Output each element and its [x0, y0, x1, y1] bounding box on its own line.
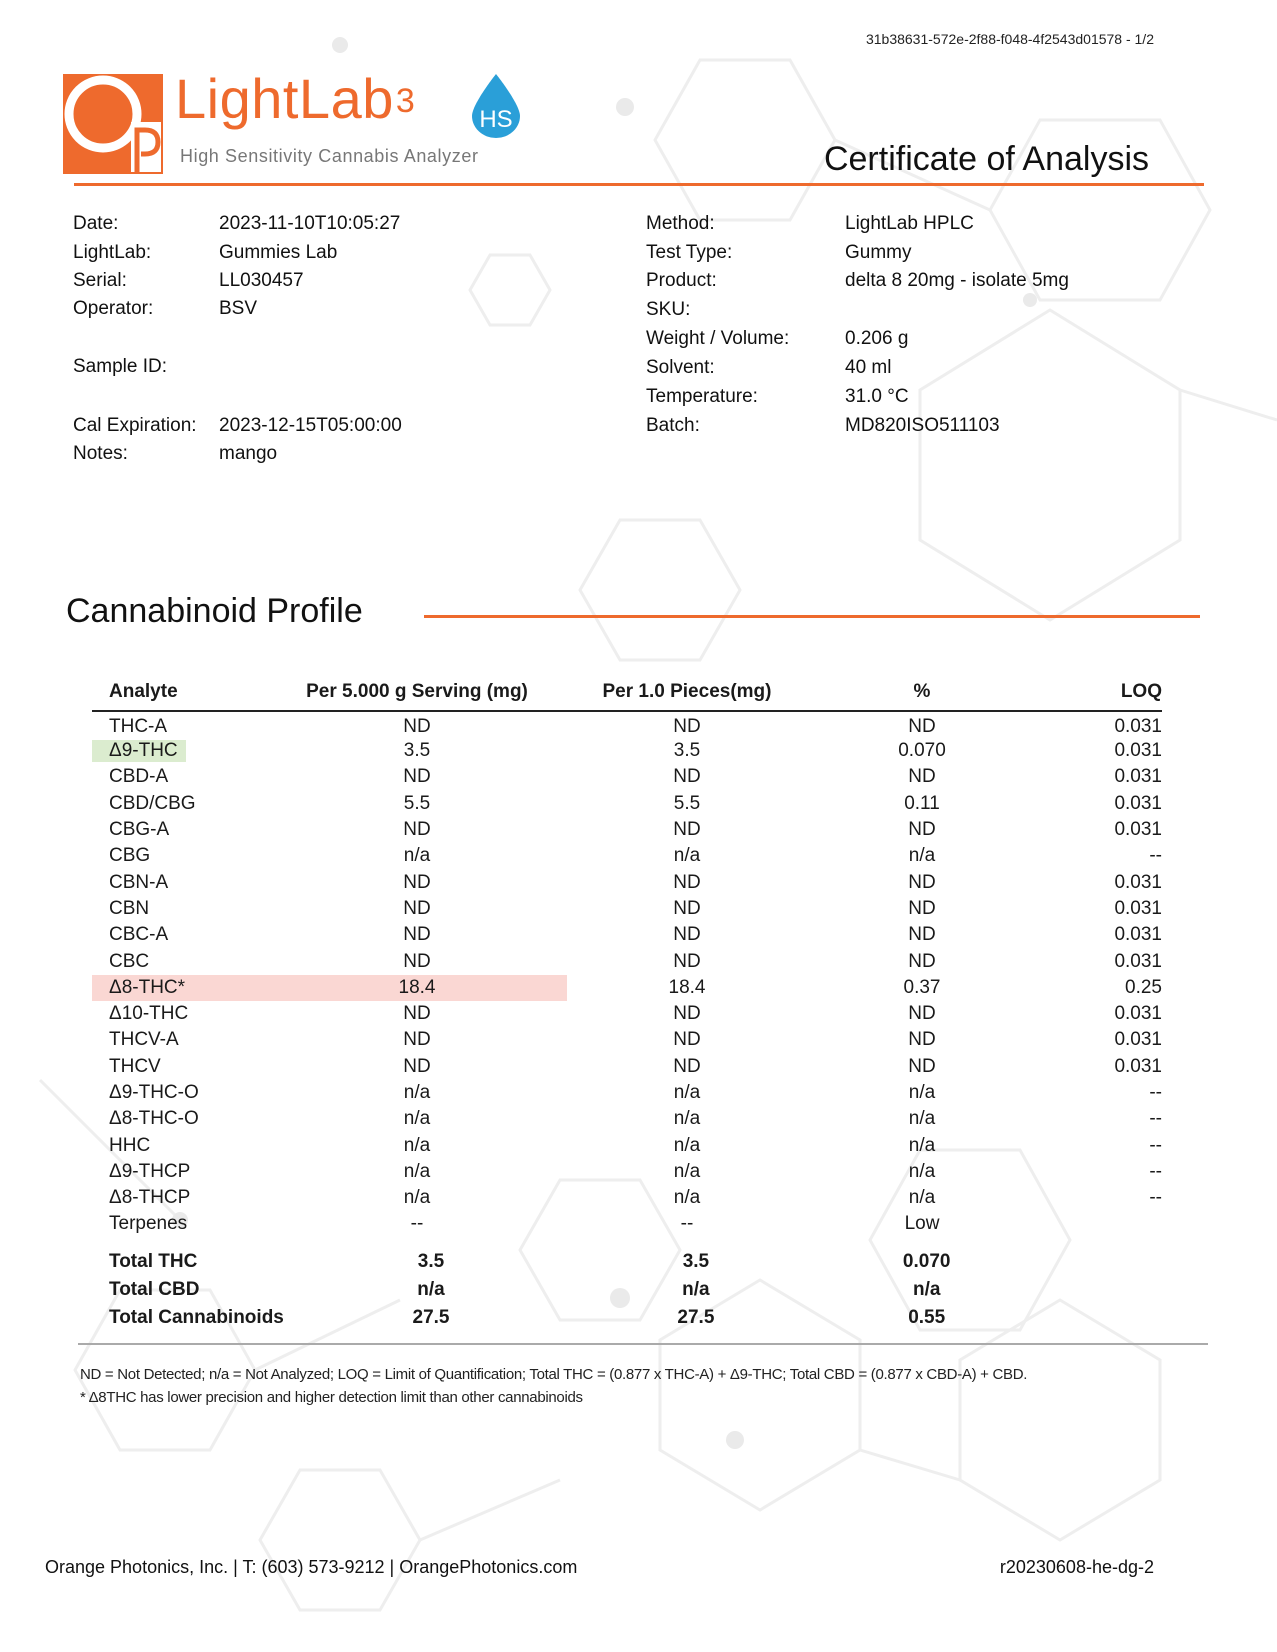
analyte-cell: HHC — [109, 1134, 151, 1156]
loq-cell: -- — [1149, 1082, 1162, 1103]
total-serving: n/a — [417, 1279, 445, 1300]
column-header-loq: LOQ — [1037, 673, 1162, 711]
total-pieces: 3.5 — [682, 1251, 710, 1272]
logo-brand-name: LightLab — [175, 67, 394, 130]
footnote-delta8: * Δ8THC has lower precision and higher detection limit than other cannabinoids — [80, 1389, 583, 1406]
loq-cell: 0.031 — [1114, 1003, 1162, 1025]
loq-cell: 0.031 — [1114, 1055, 1162, 1077]
total-label: Total Cannabinoids — [109, 1307, 284, 1328]
pieces-cell: n/a — [673, 1108, 701, 1130]
serving-cell: n/a — [403, 1187, 431, 1209]
total-pieces: n/a — [682, 1279, 710, 1300]
percent-cell: ND — [908, 766, 936, 788]
table-row — [92, 791, 1162, 817]
pieces-cell: ND — [673, 766, 701, 788]
analyte-cell: Δ9-THCP — [109, 1160, 191, 1182]
serving-cell: ND — [403, 819, 431, 841]
loq-cell: 0.031 — [1114, 924, 1162, 946]
table-header-row — [92, 673, 1162, 711]
loq-cell: 0.031 — [1114, 766, 1162, 788]
pieces-cell: n/a — [673, 1187, 701, 1209]
serving-cell: n/a — [403, 1134, 431, 1156]
logo-tagline: High Sensitivity Cannabis Analyzer — [180, 146, 479, 166]
footnote-definitions: ND = Not Detected; n/a = Not Analyzed; LOQ = Limit of Quantification; Total THC = (0.877 x THC-A) + Δ9-THC; Total CBD = (0.877 x CBD-A) + CBD. — [80, 1366, 1028, 1383]
percent-cell: n/a — [908, 1187, 936, 1209]
totals-body — [92, 1248, 1162, 1332]
loq-cell: 0.031 — [1114, 897, 1162, 919]
table-row — [92, 1001, 1162, 1027]
serving-cell: n/a — [403, 1160, 431, 1182]
analyte-cell: CBN-A — [109, 871, 169, 893]
serving-cell: 5.5 — [403, 792, 431, 814]
table-row — [92, 1054, 1162, 1080]
table-row — [92, 975, 1162, 1001]
percent-cell: n/a — [908, 1082, 936, 1103]
percent-cell: ND — [908, 1029, 936, 1051]
table-row — [92, 738, 1162, 764]
logo-brand-text — [175, 66, 415, 131]
percent-cell: ND — [908, 819, 936, 841]
table-row — [92, 948, 1162, 974]
totals-row — [92, 1248, 1162, 1276]
analyte-cell: Δ10-THC — [109, 1003, 189, 1025]
loq-cell: 0.031 — [1114, 871, 1162, 893]
analyte-cell: Δ8-THC-O — [109, 1108, 199, 1130]
pieces-cell: n/a — [673, 1134, 701, 1156]
serving-cell: n/a — [403, 1108, 431, 1130]
totals-table — [92, 1248, 1162, 1332]
lightlab-logo — [63, 67, 523, 174]
loq-cell: -- — [1149, 1187, 1162, 1209]
percent-cell: n/a — [908, 1160, 936, 1182]
pieces-cell: n/a — [673, 845, 701, 867]
logo-brand-suffix: 3 — [395, 82, 416, 120]
total-percent: n/a — [912, 1279, 941, 1300]
loq-cell: -- — [1149, 845, 1162, 867]
loq-cell: 0.031 — [1114, 792, 1162, 814]
hs-badge-text: HS — [479, 106, 513, 133]
percent-cell: n/a — [908, 845, 936, 867]
total-label: Total THC — [109, 1251, 198, 1272]
serving-cell: -- — [410, 1213, 424, 1235]
analyte-cell: CBG-A — [109, 819, 170, 841]
serving-cell: ND — [403, 950, 431, 972]
percent-cell: ND — [908, 716, 936, 737]
table-row — [92, 817, 1162, 843]
percent-cell: ND — [908, 897, 936, 919]
total-serving: 27.5 — [412, 1307, 450, 1328]
loq-cell: -- — [1149, 1160, 1162, 1182]
pieces-cell: n/a — [673, 1160, 701, 1182]
column-header-serving: Per 5.000 g Serving (mg) — [267, 673, 567, 711]
table-row — [92, 1080, 1162, 1106]
analyte-cell: CBD-A — [109, 766, 169, 788]
totals-spacer — [1040, 1248, 1162, 1276]
serving-cell: ND — [403, 897, 431, 919]
serving-cell: 3.5 — [403, 740, 431, 762]
certificate-title: Certificate of Analysis — [823, 140, 1149, 178]
cannabinoid-table — [92, 673, 1162, 1238]
loq-cell: 0.031 — [1114, 1029, 1162, 1051]
pieces-cell: ND — [673, 871, 701, 893]
table-row — [92, 1211, 1162, 1237]
total-percent: 0.070 — [902, 1251, 951, 1272]
pieces-cell: ND — [673, 1029, 701, 1051]
serving-cell: ND — [403, 871, 431, 893]
serving-cell: 18.4 — [267, 975, 567, 1001]
analyte-cell: CBG — [109, 845, 151, 867]
analyte-cell: CBC — [109, 950, 150, 972]
serving-cell: ND — [403, 716, 431, 737]
footer-revision: r20230608-he-dg-2 — [999, 1557, 1154, 1577]
pieces-cell: 5.5 — [673, 792, 701, 814]
column-header-pieces: Per 1.0 Pieces(mg) — [567, 673, 807, 711]
percent-cell: ND — [908, 1003, 936, 1025]
header-divider — [74, 183, 1204, 186]
analyte-cell — [92, 738, 267, 764]
percent-cell: ND — [908, 871, 936, 893]
pieces-cell: -- — [680, 1213, 694, 1235]
percent-cell: ND — [908, 950, 936, 972]
serving-cell: ND — [403, 924, 431, 946]
pieces-cell: ND — [673, 950, 701, 972]
analyte-cell: CBN — [109, 897, 150, 919]
totals-spacer — [1040, 1304, 1162, 1332]
total-percent: 0.55 — [908, 1307, 946, 1328]
loq-cell: 0.031 — [1114, 950, 1162, 972]
water-drop-hs-badge-icon — [468, 72, 524, 138]
pieces-cell: ND — [673, 819, 701, 841]
totals-spacer — [1040, 1276, 1162, 1304]
serving-cell: ND — [403, 1029, 431, 1051]
analyte-cell: CBC-A — [109, 924, 169, 946]
pieces-cell: ND — [673, 924, 701, 946]
loq-cell: 0.031 — [1114, 740, 1162, 762]
table-row — [92, 764, 1162, 790]
loq-cell — [1037, 1211, 1162, 1237]
analyte-cell: Δ8-THC* — [92, 975, 267, 1001]
loq-cell: 0.25 — [1125, 976, 1162, 998]
percent-cell: 0.11 — [904, 792, 940, 814]
table-row — [92, 922, 1162, 948]
serving-cell: ND — [403, 1003, 431, 1025]
total-pieces: 27.5 — [677, 1307, 715, 1328]
percent-cell: 0.070 — [898, 740, 946, 762]
op-logo-mark-icon — [63, 74, 163, 174]
totals-row — [92, 1304, 1162, 1332]
serving-cell: ND — [403, 766, 431, 788]
table-body — [92, 711, 1162, 1238]
analyte-cell: Terpenes — [109, 1213, 188, 1235]
analyte-cell: THC-A — [109, 716, 168, 737]
table-row — [92, 1106, 1162, 1132]
pieces-cell: ND — [673, 1055, 701, 1077]
loq-cell: 0.031 — [1114, 819, 1162, 841]
table-row — [92, 1132, 1162, 1158]
pieces-cell: n/a — [673, 1082, 701, 1103]
pieces-cell: ND — [673, 716, 701, 737]
pieces-cell: 3.5 — [673, 740, 701, 762]
analyte-cell: CBD/CBG — [109, 792, 196, 814]
section-divider — [424, 615, 1200, 618]
table-row — [92, 1027, 1162, 1053]
percent-cell: 0.37 — [903, 976, 941, 998]
percent-cell: ND — [908, 924, 936, 946]
table-row — [92, 843, 1162, 869]
document-id: 31b38631-572e-2f88-f048-4f2543d01578 - 1/2 — [865, 31, 1154, 47]
serving-cell: ND — [403, 1055, 431, 1077]
analyte-cell: Δ9-THC-O — [109, 1082, 199, 1103]
table-row — [92, 1159, 1162, 1185]
footer-company-contact: Orange Photonics, Inc. | T: (603) 573-9212 | OrangePhotonics.com — [45, 1557, 578, 1577]
pieces-cell: ND — [673, 1003, 701, 1025]
total-serving: 3.5 — [417, 1251, 445, 1272]
percent-cell: n/a — [908, 1134, 936, 1156]
total-label: Total CBD — [109, 1279, 200, 1300]
footnote-divider — [78, 1343, 1208, 1345]
pieces-cell: ND — [673, 897, 701, 919]
analyte-cell: Δ8-THCP — [109, 1187, 191, 1209]
table-row — [92, 1185, 1162, 1211]
pieces-cell: 18.4 — [668, 976, 706, 998]
column-header-percent: % — [807, 673, 1037, 711]
analyte-cell: THCV — [109, 1055, 161, 1077]
table-row — [92, 896, 1162, 922]
percent-cell: Low — [904, 1213, 940, 1235]
serving-cell: n/a — [403, 845, 431, 867]
loq-cell: 0.031 — [1114, 716, 1162, 737]
analyte-cell: THCV-A — [109, 1029, 179, 1051]
percent-cell: n/a — [908, 1108, 936, 1130]
column-header-analyte: Analyte — [92, 673, 267, 711]
loq-cell: -- — [1149, 1134, 1162, 1156]
cannabinoid-profile-title: Cannabinoid Profile — [66, 592, 363, 630]
table-row — [92, 869, 1162, 895]
percent-cell: ND — [908, 1055, 936, 1077]
table-row — [92, 711, 1162, 738]
totals-row — [92, 1276, 1162, 1304]
highlight-green-analyte: Δ9-THC — [92, 740, 186, 762]
loq-cell: -- — [1149, 1108, 1162, 1130]
serving-cell: n/a — [403, 1082, 431, 1103]
